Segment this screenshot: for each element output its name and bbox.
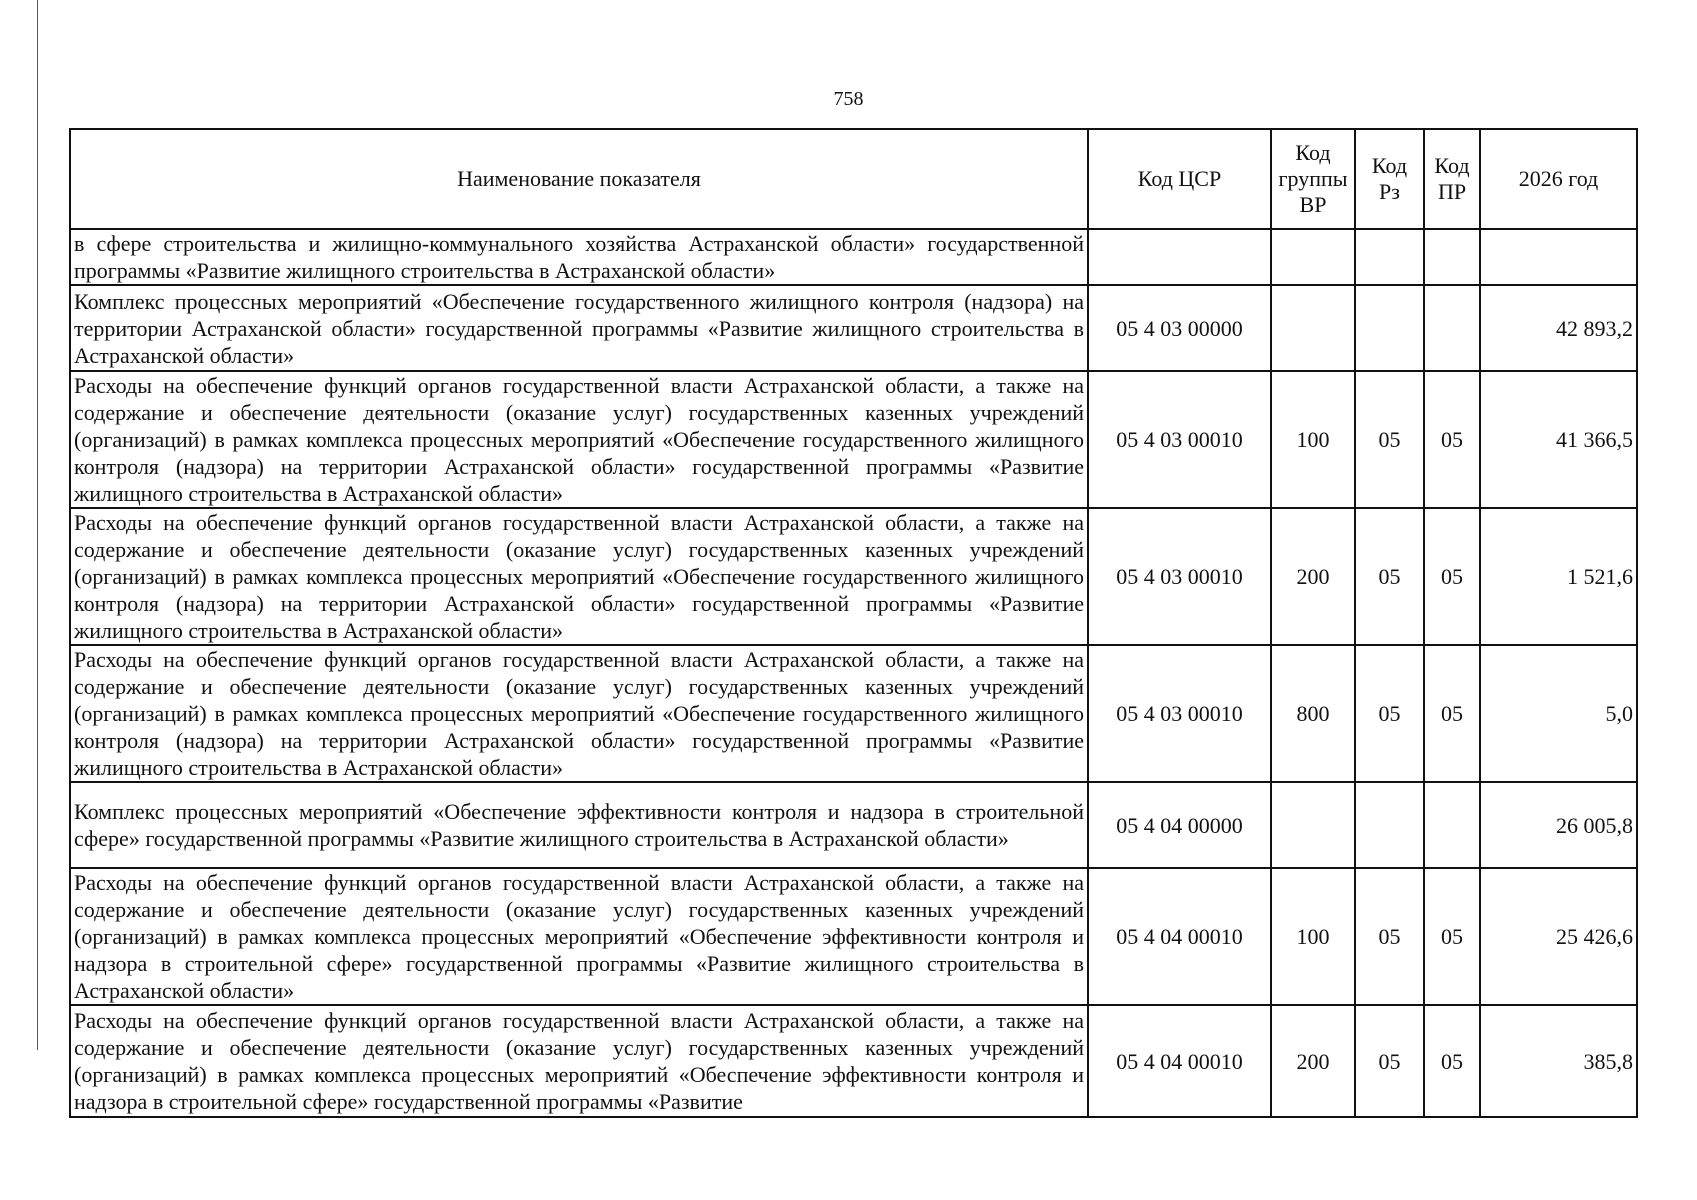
row-amount: 385,8	[1480, 1005, 1637, 1117]
row-vr: 100	[1271, 371, 1355, 508]
header-year: 2026 год	[1480, 129, 1637, 229]
row-csr: 05 4 03 00010	[1088, 645, 1271, 782]
table-header	[70, 129, 1637, 229]
row-amount: 42 893,2	[1480, 285, 1637, 371]
table-row	[70, 1005, 1637, 1117]
row-name: в сфере строительства и жилищно-коммунального хозяйства Астраханской области» государственной программы «Развитие жилищного строительства в Астраханской области»	[70, 229, 1088, 285]
row-amount: 25 426,6	[1480, 868, 1637, 1005]
row-pr	[1424, 285, 1480, 371]
row-amount: 41 366,5	[1480, 371, 1637, 508]
table-row	[70, 371, 1637, 508]
row-name: Расходы на обеспечение функций органов государственной власти Астраханской области, а также на содержание и обеспечение деятельности (оказание услуг) государственных казенных учреждений (организаций) в рамках комплекса процессных мероприятий «Обеспечение государственного жилищного контроля (надзора) на территории Астраханской области» государственной программы «Развитие жилищного строительства в Астраханской области»	[70, 508, 1088, 645]
row-rz: 05	[1355, 1005, 1424, 1117]
header-name: Наименование показателя	[70, 129, 1088, 229]
row-csr: 05 4 03 00010	[1088, 371, 1271, 508]
row-rz: 05	[1355, 508, 1424, 645]
table-row	[70, 508, 1637, 645]
row-pr: 05	[1424, 371, 1480, 508]
page-number: 758	[833, 88, 864, 110]
row-name: Комплекс процессных мероприятий «Обеспечение эффективности контроля и надзора в строительной сфере» государственной программы «Развитие жилищного строительства в Астраханской области»	[70, 782, 1088, 868]
table-body	[70, 229, 1637, 1117]
header-csr: Код ЦСР	[1088, 129, 1271, 229]
row-rz	[1355, 229, 1424, 285]
row-vr	[1271, 782, 1355, 868]
row-vr: 800	[1271, 645, 1355, 782]
row-pr: 05	[1424, 508, 1480, 645]
row-rz: 05	[1355, 645, 1424, 782]
header-rz: Код Рз	[1355, 129, 1424, 229]
row-amount: 1 521,6	[1480, 508, 1637, 645]
row-vr: 200	[1271, 508, 1355, 645]
row-amount: 26 005,8	[1480, 782, 1637, 868]
table-row	[70, 868, 1637, 1005]
row-pr: 05	[1424, 1005, 1480, 1117]
header-pr: Код ПР	[1424, 129, 1480, 229]
row-csr: 05 4 03 00000	[1088, 285, 1271, 371]
budget-table	[69, 128, 1638, 1118]
table-row	[70, 229, 1637, 285]
row-pr: 05	[1424, 868, 1480, 1005]
row-amount	[1480, 229, 1637, 285]
row-name: Расходы на обеспечение функций органов государственной власти Астраханской области, а также на содержание и обеспечение деятельности (оказание услуг) государственных казенных учреждений (организаций) в рамках комплекса процессных мероприятий «Обеспечение эффективности контроля и надзора в строительной сфере» государственной программы «Развитие	[70, 1005, 1088, 1117]
row-name: Комплекс процессных мероприятий «Обеспечение государственного жилищного контроля (надзора) на территории Астраханской области» государственной программы «Развитие жилищного строительства в Астраханской области»	[70, 285, 1088, 371]
row-vr	[1271, 229, 1355, 285]
header-row	[70, 129, 1637, 229]
row-pr	[1424, 782, 1480, 868]
row-name: Расходы на обеспечение функций органов государственной власти Астраханской области, а также на содержание и обеспечение деятельности (оказание услуг) государственных казенных учреждений (организаций) в рамках комплекса процессных мероприятий «Обеспечение государственного жилищного контроля (надзора) на территории Астраханской области» государственной программы «Развитие жилищного строительства в Астраханской области»	[70, 371, 1088, 508]
row-name: Расходы на обеспечение функций органов государственной власти Астраханской области, а также на содержание и обеспечение деятельности (оказание услуг) государственных казенных учреждений (организаций) в рамках комплекса процессных мероприятий «Обеспечение эффективности контроля и надзора в строительной сфере» государственной программы «Развитие жилищного строительства в Астраханской области»	[70, 868, 1088, 1005]
row-pr	[1424, 229, 1480, 285]
row-csr	[1088, 229, 1271, 285]
row-csr: 05 4 04 00010	[1088, 1005, 1271, 1117]
row-rz: 05	[1355, 371, 1424, 508]
row-pr: 05	[1424, 645, 1480, 782]
row-vr	[1271, 285, 1355, 371]
row-rz: 05	[1355, 868, 1424, 1005]
table-row	[70, 782, 1637, 868]
row-rz	[1355, 285, 1424, 371]
row-csr: 05 4 04 00000	[1088, 782, 1271, 868]
table-row	[70, 285, 1637, 371]
header-vr: Код группы ВР	[1271, 129, 1355, 229]
row-amount: 5,0	[1480, 645, 1637, 782]
row-csr: 05 4 03 00010	[1088, 508, 1271, 645]
page-margin-line	[37, 0, 38, 1050]
row-csr: 05 4 04 00010	[1088, 868, 1271, 1005]
row-vr: 200	[1271, 1005, 1355, 1117]
table-row	[70, 645, 1637, 782]
row-name: Расходы на обеспечение функций органов государственной власти Астраханской области, а также на содержание и обеспечение деятельности (оказание услуг) государственных казенных учреждений (организаций) в рамках комплекса процессных мероприятий «Обеспечение государственного жилищного контроля (надзора) на территории Астраханской области» государственной программы «Развитие жилищного строительства в Астраханской области»	[70, 645, 1088, 782]
row-rz	[1355, 782, 1424, 868]
row-vr: 100	[1271, 868, 1355, 1005]
